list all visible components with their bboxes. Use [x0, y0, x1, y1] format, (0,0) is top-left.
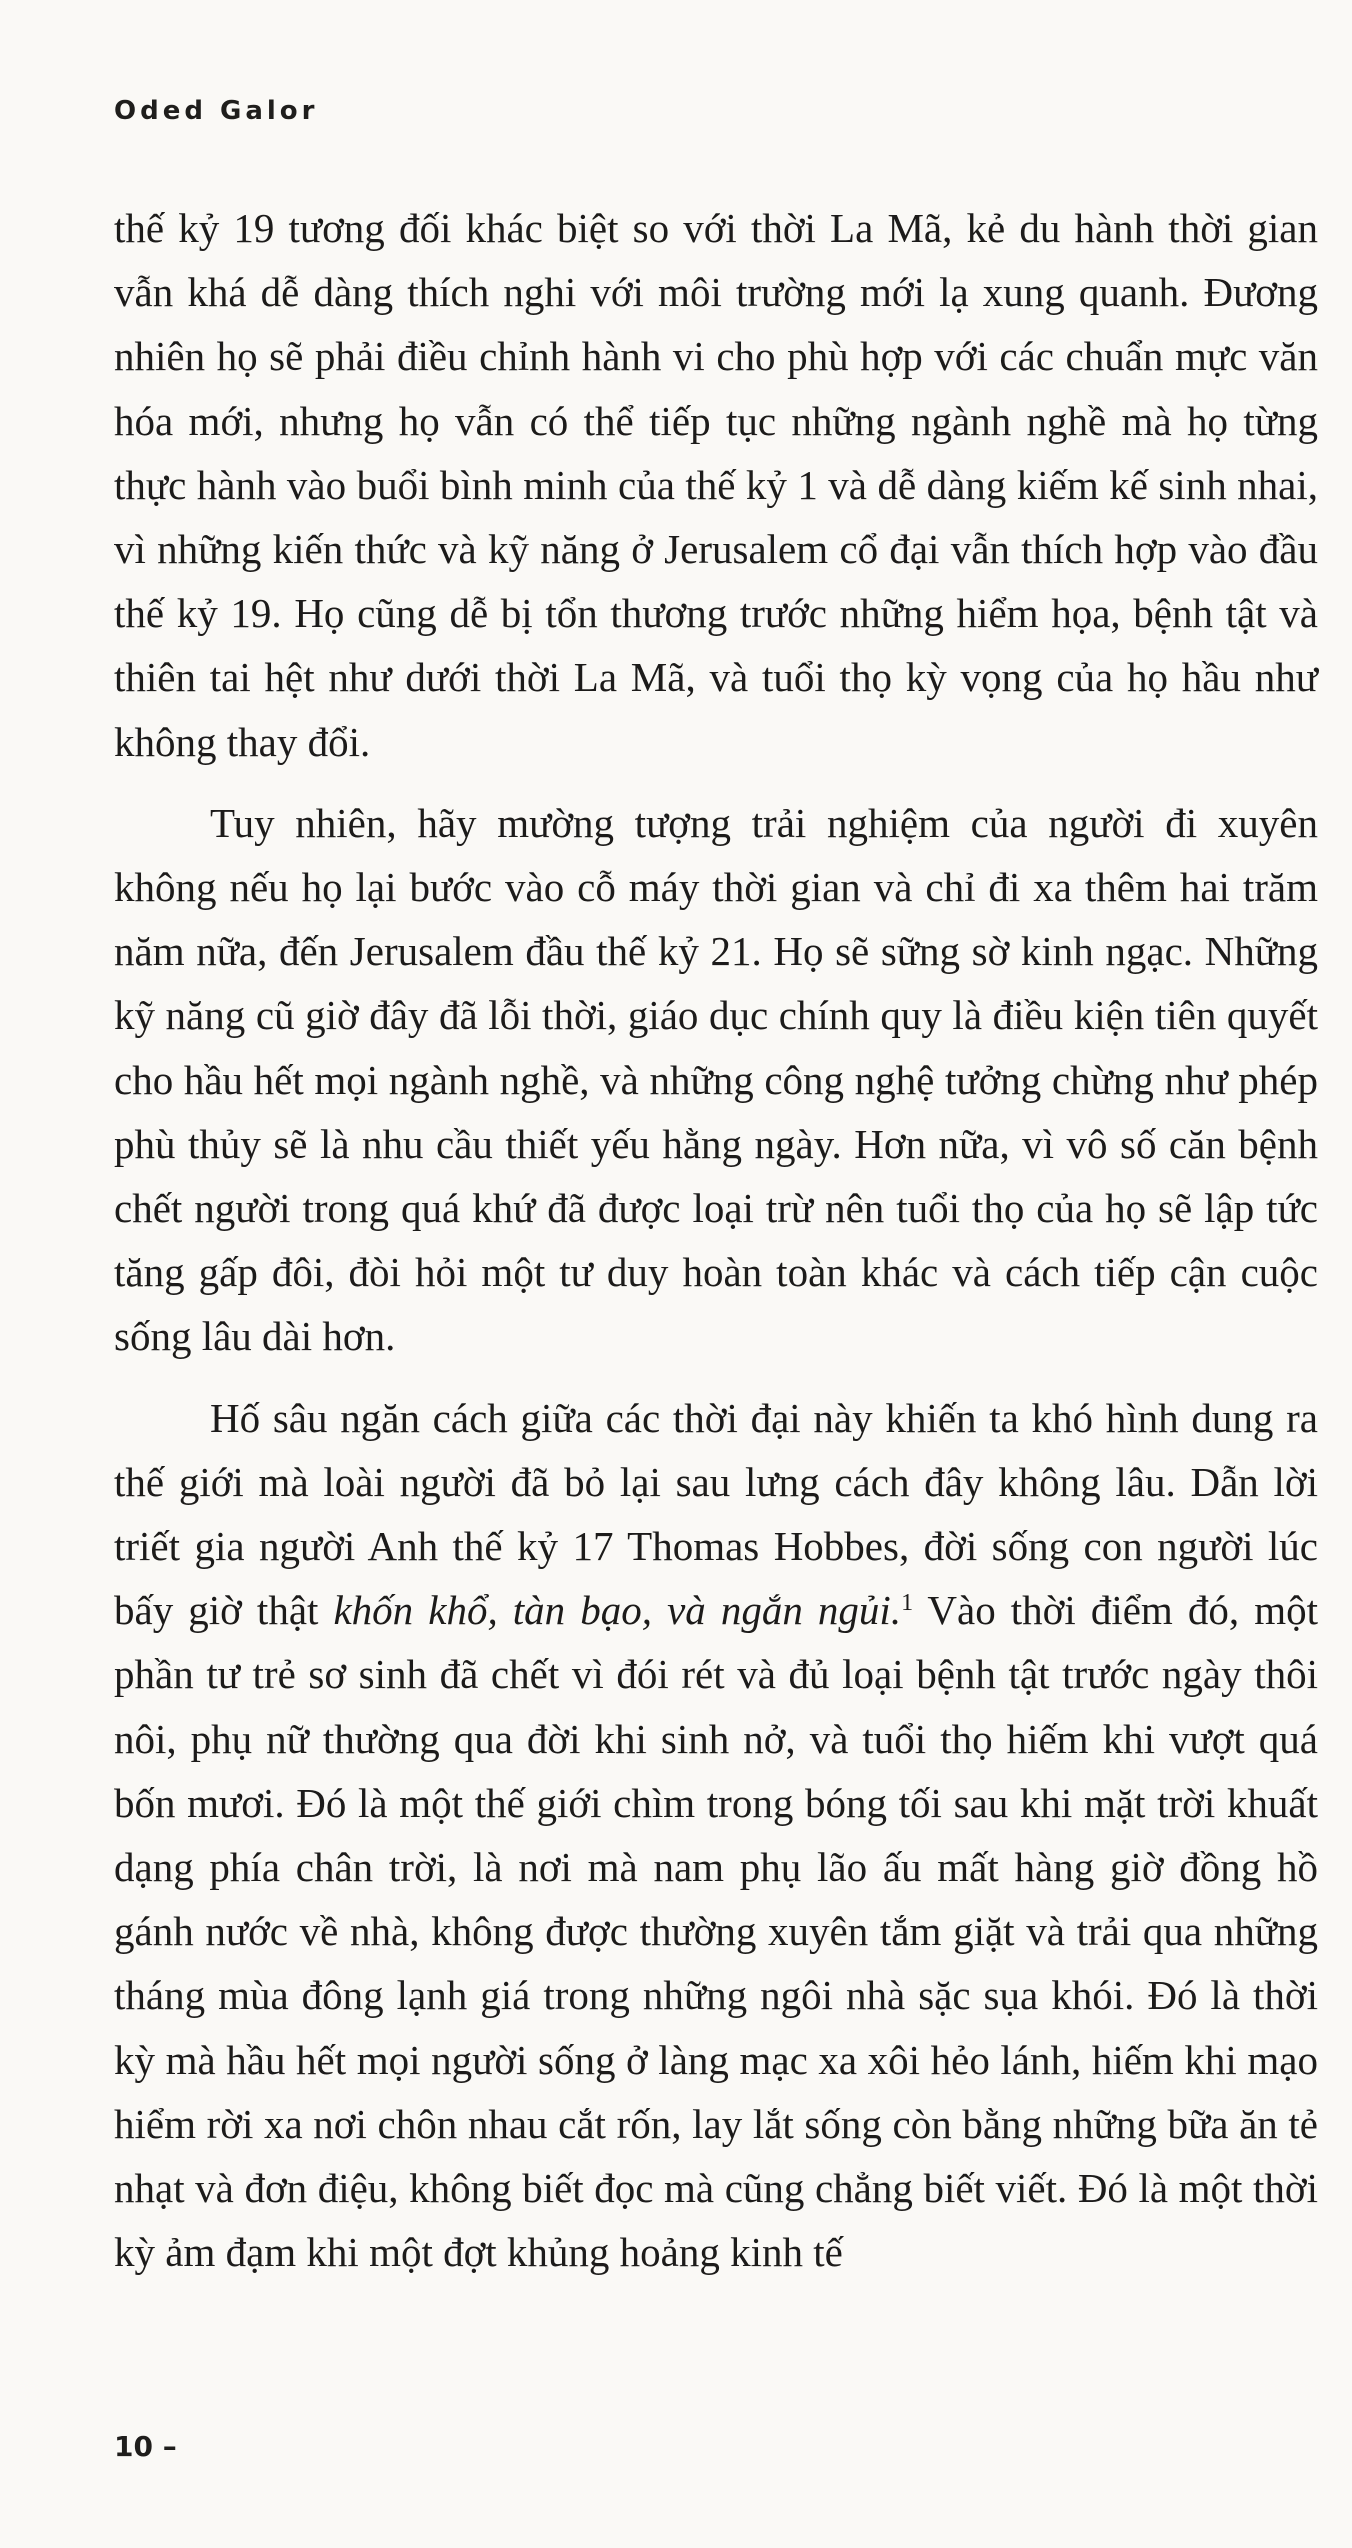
paragraph-2-text: Tuy nhiên, hãy mường tượng trải nghiệm của người đi xuyên không nếu họ lại bước vào cỗ máy thời gian và chỉ đi xa thêm hai trăm năm nữa, đến Jerusalem đầu thế kỷ 21. Họ sẽ sững sờ kinh ngạc. Những kỹ năng cũ giờ đây đã lỗi thời, giáo dục chính quy là điều kiện tiên quyết cho hầu hết mọi ngành nghề, và những công nghệ tưởng chừng như phép phù thủy sẽ là nhu cầu thiết yếu hằng ngày. Hơn nữa, vì vô số căn bệnh chết người trong quá khứ đã được loại trừ nên tuổi thọ của họ sẽ lập tức tăng gấp đôi, đòi hỏi một tư duy hoàn toàn khác và cách tiếp cận cuộc sống lâu dài hơn. — [114, 799, 1318, 1360]
paragraph-3-text-before: Hố sâu ngăn cách giữa các thời đại này khiến ta khó hình dung ra thế giới mà loài người đã bỏ lại sau lưng cách đây không lâu. Dẫn lời triết gia người Anh thế kỷ 17 Thomas Hobbes, đời sống con người lúc bấy giờ thật — [114, 1394, 1318, 1634]
page-number: 10 – — [114, 2430, 177, 2463]
paragraph-hobbes — [114, 1386, 1318, 2285]
paragraph-3-text-after: Vào thời điểm đó, một phần tư trẻ sơ sinh đã chết vì đói rét và đủ loại bệnh tật trước ngày thôi nôi, phụ nữ thường qua đời khi sinh nở, và tuổi thọ hiếm khi vượt quá bốn mươi. Đó là một thế giới chìm trong bóng tối sau khi mặt trời khuất dạng phía chân trời, là nơi mà nam phụ lão ấu mất hàng giờ đồng hồ gánh nước về nhà, không được thường xuyên tắm giặt và trải qua những tháng mùa đông lạnh giá trong những ngôi nhà sặc sụa khói. Đó là thời kỳ mà hầu hết mọi người sống ở làng mạc xa xôi hẻo lánh, hiếm khi mạo hiểm rời xa nơi chôn nhau cắt rốn, lay lắt sống còn bằng những bữa ăn tẻ nhạt và đơn điệu, không biết đọc mà cũng chẳng biết viết. Đó là một thời kỳ ảm đạm khi một đợt khủng hoảng kinh tế — [114, 1587, 1318, 2276]
body-text — [114, 196, 1318, 2285]
running-head-author: Oded Galor — [114, 96, 319, 126]
paragraph-1-text: thế kỷ 19 tương đối khác biệt so với thời La Mã, kẻ du hành thời gian vẫn khá dễ dàng thích nghi với môi trường mới lạ xung quanh. Đương nhiên họ sẽ phải điều chỉnh hành vi cho phù hợp với các chuẩn mực văn hóa mới, nhưng họ vẫn có thể tiếp tục những ngành nghề mà họ từng thực hành vào buổi bình minh của thế kỷ 1 và dễ dàng kiếm kế sinh nhai, vì những kiến thức và kỹ năng ở Jerusalem cổ đại vẫn thích hợp vào đầu thế kỷ 19. Họ cũng dễ bị tổn thương trước những hiểm họa, bệnh tật và thiên tai hệt như dưới thời La Mã, và tuổi thọ kỳ vọng của họ hầu như không thay đổi. — [114, 205, 1318, 765]
footnote-marker[interactable]: 1 — [901, 1590, 914, 1617]
hobbes-quote-italic: khốn khổ, tàn bạo, và ngắn ngủi. — [333, 1587, 902, 1634]
paragraph-continued — [114, 196, 1318, 774]
paragraph-time-traveler — [114, 791, 1318, 1369]
